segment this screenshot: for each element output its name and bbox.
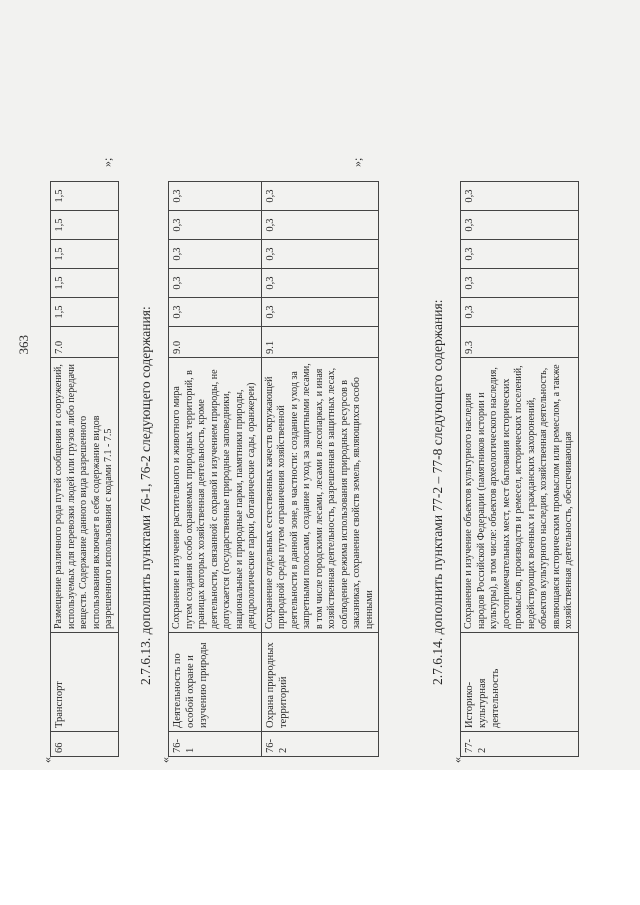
quote-open-3: «: [450, 757, 464, 763]
row-description: Сохранение и изучение объектов культурного наследия народов Российской Федерации (памятников истории и культуры), в том числе: объектов археологического наследия, достопримечательных мест, мест бытования исторических промыслов, производств и ремесел, исторических поселений, недействующих военных и гражданских захоронений, объектов культурного наследия, хозяйственная деятельность, являющаяся историческим промыслом или ремеслом, а также хозяйственная деятельность, обеспечивающая: [461, 358, 579, 633]
row-description: Сохранение отдельных естественных качеств окружающей природной среды путем ограничения хозяйственной деятельности в данной зоне, в частности: создание и уход за запретными полосами, создание и уход за защитными лесами, в том числе городскими лесами, лесами в лесопарках, и иная хозяйственная деятельность, разрешенная в защитных лесах, соблюдение режима использования природных ресурсов в заказниках, сохранение свойств земель, являющихся особо ценными: [261, 358, 379, 633]
row-value: 0,3: [169, 298, 262, 327]
row-code: 9.1: [261, 327, 379, 358]
row-value: 0,3: [261, 269, 379, 298]
table-row: [461, 182, 579, 757]
table-row: [51, 182, 119, 757]
row-value: 0,3: [261, 182, 379, 211]
row-value: 0,3: [169, 211, 262, 240]
row-value: 0,3: [461, 298, 579, 327]
table-historical-cultural: [460, 181, 579, 757]
row-value: 0,3: [169, 182, 262, 211]
section-heading-2-7-6-13: 2.7.6.13. дополнить пунктами 76-1, 76-2 следующего содержания:: [138, 306, 153, 685]
row-code: 7.0: [51, 327, 119, 358]
rotated-document-page: [10, 5, 630, 765]
row-value: 0,3: [169, 240, 262, 269]
row-value: 0,3: [261, 211, 379, 240]
row-value: 0,3: [169, 269, 262, 298]
section-heading-2-7-6-14: 2.7.6.14. дополнить пунктами 77-2 – 77-8 следующего содержания:: [430, 299, 445, 685]
row-value: 0,3: [461, 240, 579, 269]
row-description: Сохранение и изучение растительного и животного мира путем создания особо охраняемых природных территорий, в границах которых хозяйственная деятельность, кроме деятельности, связанной с охраной и изучением природы, не допускается (государственные природные заповедники, национальные и природные парки, памятники природы, дендрологические парки, ботанические сады, оранжереи): [169, 358, 262, 633]
table-transport: [50, 181, 119, 757]
row-number: 77-2: [461, 732, 579, 757]
table-row: [169, 182, 262, 757]
row-value: 1,5: [51, 298, 119, 327]
row-name: Деятельность по особой охране и изучению природы: [169, 633, 262, 732]
row-name: Историко-культурная деятельность: [461, 633, 579, 732]
row-value: 1,5: [51, 269, 119, 298]
row-code: 9.3: [461, 327, 579, 358]
quote-open-1: «: [40, 757, 54, 763]
row-value: 0,3: [261, 298, 379, 327]
row-value: 0,3: [461, 269, 579, 298]
row-value: 1,5: [51, 211, 119, 240]
row-number: 76-1: [169, 732, 262, 757]
row-value: 0,3: [261, 240, 379, 269]
row-name: Охрана природных территорий: [261, 633, 379, 732]
row-description: Размещение различного рода путей сообщения и сооружений, используемых для перевозки людей или грузов либо передачи веществ. Содержание данного вида разрешенного использования включает в себя содержание видов разрешенного использования с кодами 7.1 - 7.5: [51, 358, 119, 633]
row-value: 1,5: [51, 240, 119, 269]
row-name: Транспорт: [51, 633, 119, 732]
row-number: 66: [51, 732, 119, 757]
page-number: 363: [16, 335, 31, 355]
semicolon-close-2: »;: [350, 157, 364, 167]
row-value: 0,3: [461, 211, 579, 240]
row-number: 76-2: [261, 732, 379, 757]
row-value: 1,5: [51, 182, 119, 211]
table-nature-protection: [168, 181, 379, 757]
semicolon-close-1: »;: [100, 157, 114, 167]
table-row: [261, 182, 379, 757]
quote-open-2: «: [158, 757, 172, 763]
row-code: 9.0: [169, 327, 262, 358]
row-value: 0,3: [461, 182, 579, 211]
